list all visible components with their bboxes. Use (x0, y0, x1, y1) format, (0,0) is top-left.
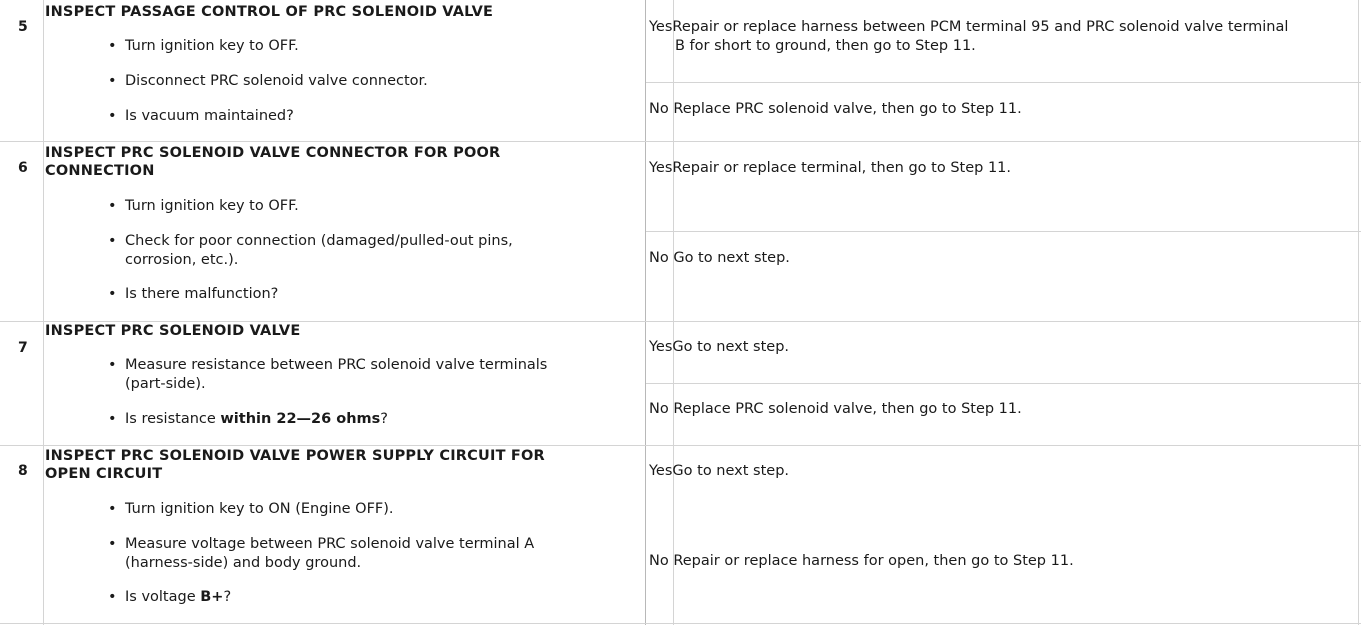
row-divider-5-yes-no (646, 82, 1361, 83)
no-label: No (649, 101, 669, 117)
bullet-icon: • (108, 233, 117, 249)
result-no (649, 552, 1354, 571)
result-no (649, 400, 1354, 419)
bullet-item: • Is resistance within 22—26 ohms? (108, 411, 388, 427)
bullet-icon: • (108, 411, 117, 427)
bullet-icon: • (108, 198, 117, 214)
no-label: No (649, 553, 669, 569)
bullet-icon: • (108, 108, 117, 124)
step-title-line: INSPECT PRC SOLENOID VALVE POWER SUPPLY CIRCUIT FOR (45, 448, 545, 464)
yes-text: Go to next step. (672, 339, 790, 355)
row-divider-bottom (0, 623, 1361, 624)
no-label: No (649, 401, 669, 417)
bullet-icon: • (108, 357, 117, 373)
row-divider-6 (0, 141, 1361, 142)
step-title (45, 447, 635, 483)
bullet-icon: • (108, 501, 117, 517)
bullet-item: • Measure voltage between PRC solenoid valve terminal A (harness-side) and body ground. (108, 536, 535, 571)
yes-text: Go to next step. (672, 463, 790, 479)
row-divider-7-yes-no (646, 383, 1361, 384)
spec-value: within 22—26 ohms (220, 411, 381, 427)
spec-value: B+ (200, 589, 224, 605)
no-text: Go to next step. (673, 250, 790, 266)
bullet-item: • Is voltage B+? (108, 589, 232, 605)
no-label: No (649, 250, 669, 266)
bullet-icon: • (108, 286, 117, 302)
bullet-icon: • (108, 38, 117, 54)
bullet-icon: • (108, 73, 117, 89)
step-number: 5 (18, 19, 28, 35)
result-yes (649, 18, 1354, 56)
bullet-item: • Check for poor connection (damaged/pulled-out pins, corrosion, etc.). (108, 233, 513, 268)
no-text: Repair or replace harness for open, then go to Step 11. (673, 553, 1074, 569)
column-divider-right (1358, 0, 1359, 625)
step-title (45, 322, 635, 340)
result-yes (649, 159, 1354, 178)
result-yes (649, 462, 1354, 481)
step-number: 6 (18, 160, 28, 176)
result-no (649, 100, 1354, 119)
yes-label: Yes (649, 19, 673, 35)
yes-text-continued: B for short to ground, then go to Step 11. (675, 38, 976, 54)
bullet-item: • Turn ignition key to ON (Engine OFF). (108, 501, 394, 517)
step-number: 8 (18, 463, 28, 479)
bullet-item: • Is vacuum maintained? (108, 108, 294, 124)
bullet-item: • Turn ignition key to OFF. (108, 38, 299, 54)
row-divider-6-yes-no (646, 231, 1361, 232)
step-title (45, 144, 635, 180)
step-title-line: INSPECT PRC SOLENOID VALVE (45, 323, 301, 339)
bullet-icon: • (108, 536, 117, 552)
bullet-item: • Disconnect PRC solenoid valve connector. (108, 73, 428, 89)
yes-label: Yes (649, 463, 673, 479)
column-divider-result (673, 0, 674, 625)
yes-label: Yes (649, 339, 673, 355)
yes-label: Yes (649, 160, 673, 176)
bullet-item: • Is there malfunction? (108, 286, 279, 302)
bullet-item: • Measure resistance between PRC solenoid valve terminals (part-side). (108, 357, 548, 392)
step-number: 7 (18, 340, 28, 356)
row-divider-8 (0, 445, 1361, 446)
step-title (45, 3, 635, 21)
no-text: Replace PRC solenoid valve, then go to Step 11. (673, 101, 1022, 117)
bullet-icon: • (108, 589, 117, 605)
step-title-line: CONNECTION (45, 163, 155, 179)
column-divider-step (43, 0, 44, 625)
step-title-line: OPEN CIRCUIT (45, 466, 163, 482)
result-yes (649, 338, 1354, 357)
yes-text: Repair or replace terminal, then go to Step 11. (672, 160, 1011, 176)
no-text: Replace PRC solenoid valve, then go to Step 11. (673, 401, 1022, 417)
step-title-line: INSPECT PASSAGE CONTROL OF PRC SOLENOID VALVE (45, 4, 494, 20)
bullet-item: • Turn ignition key to OFF. (108, 198, 299, 214)
step-title-line: INSPECT PRC SOLENOID VALVE CONNECTOR FOR POOR (45, 145, 501, 161)
column-divider-action (645, 0, 646, 625)
yes-text: Repair or replace harness between PCM terminal 95 and PRC solenoid valve terminal (672, 19, 1289, 35)
result-no (649, 249, 1354, 268)
